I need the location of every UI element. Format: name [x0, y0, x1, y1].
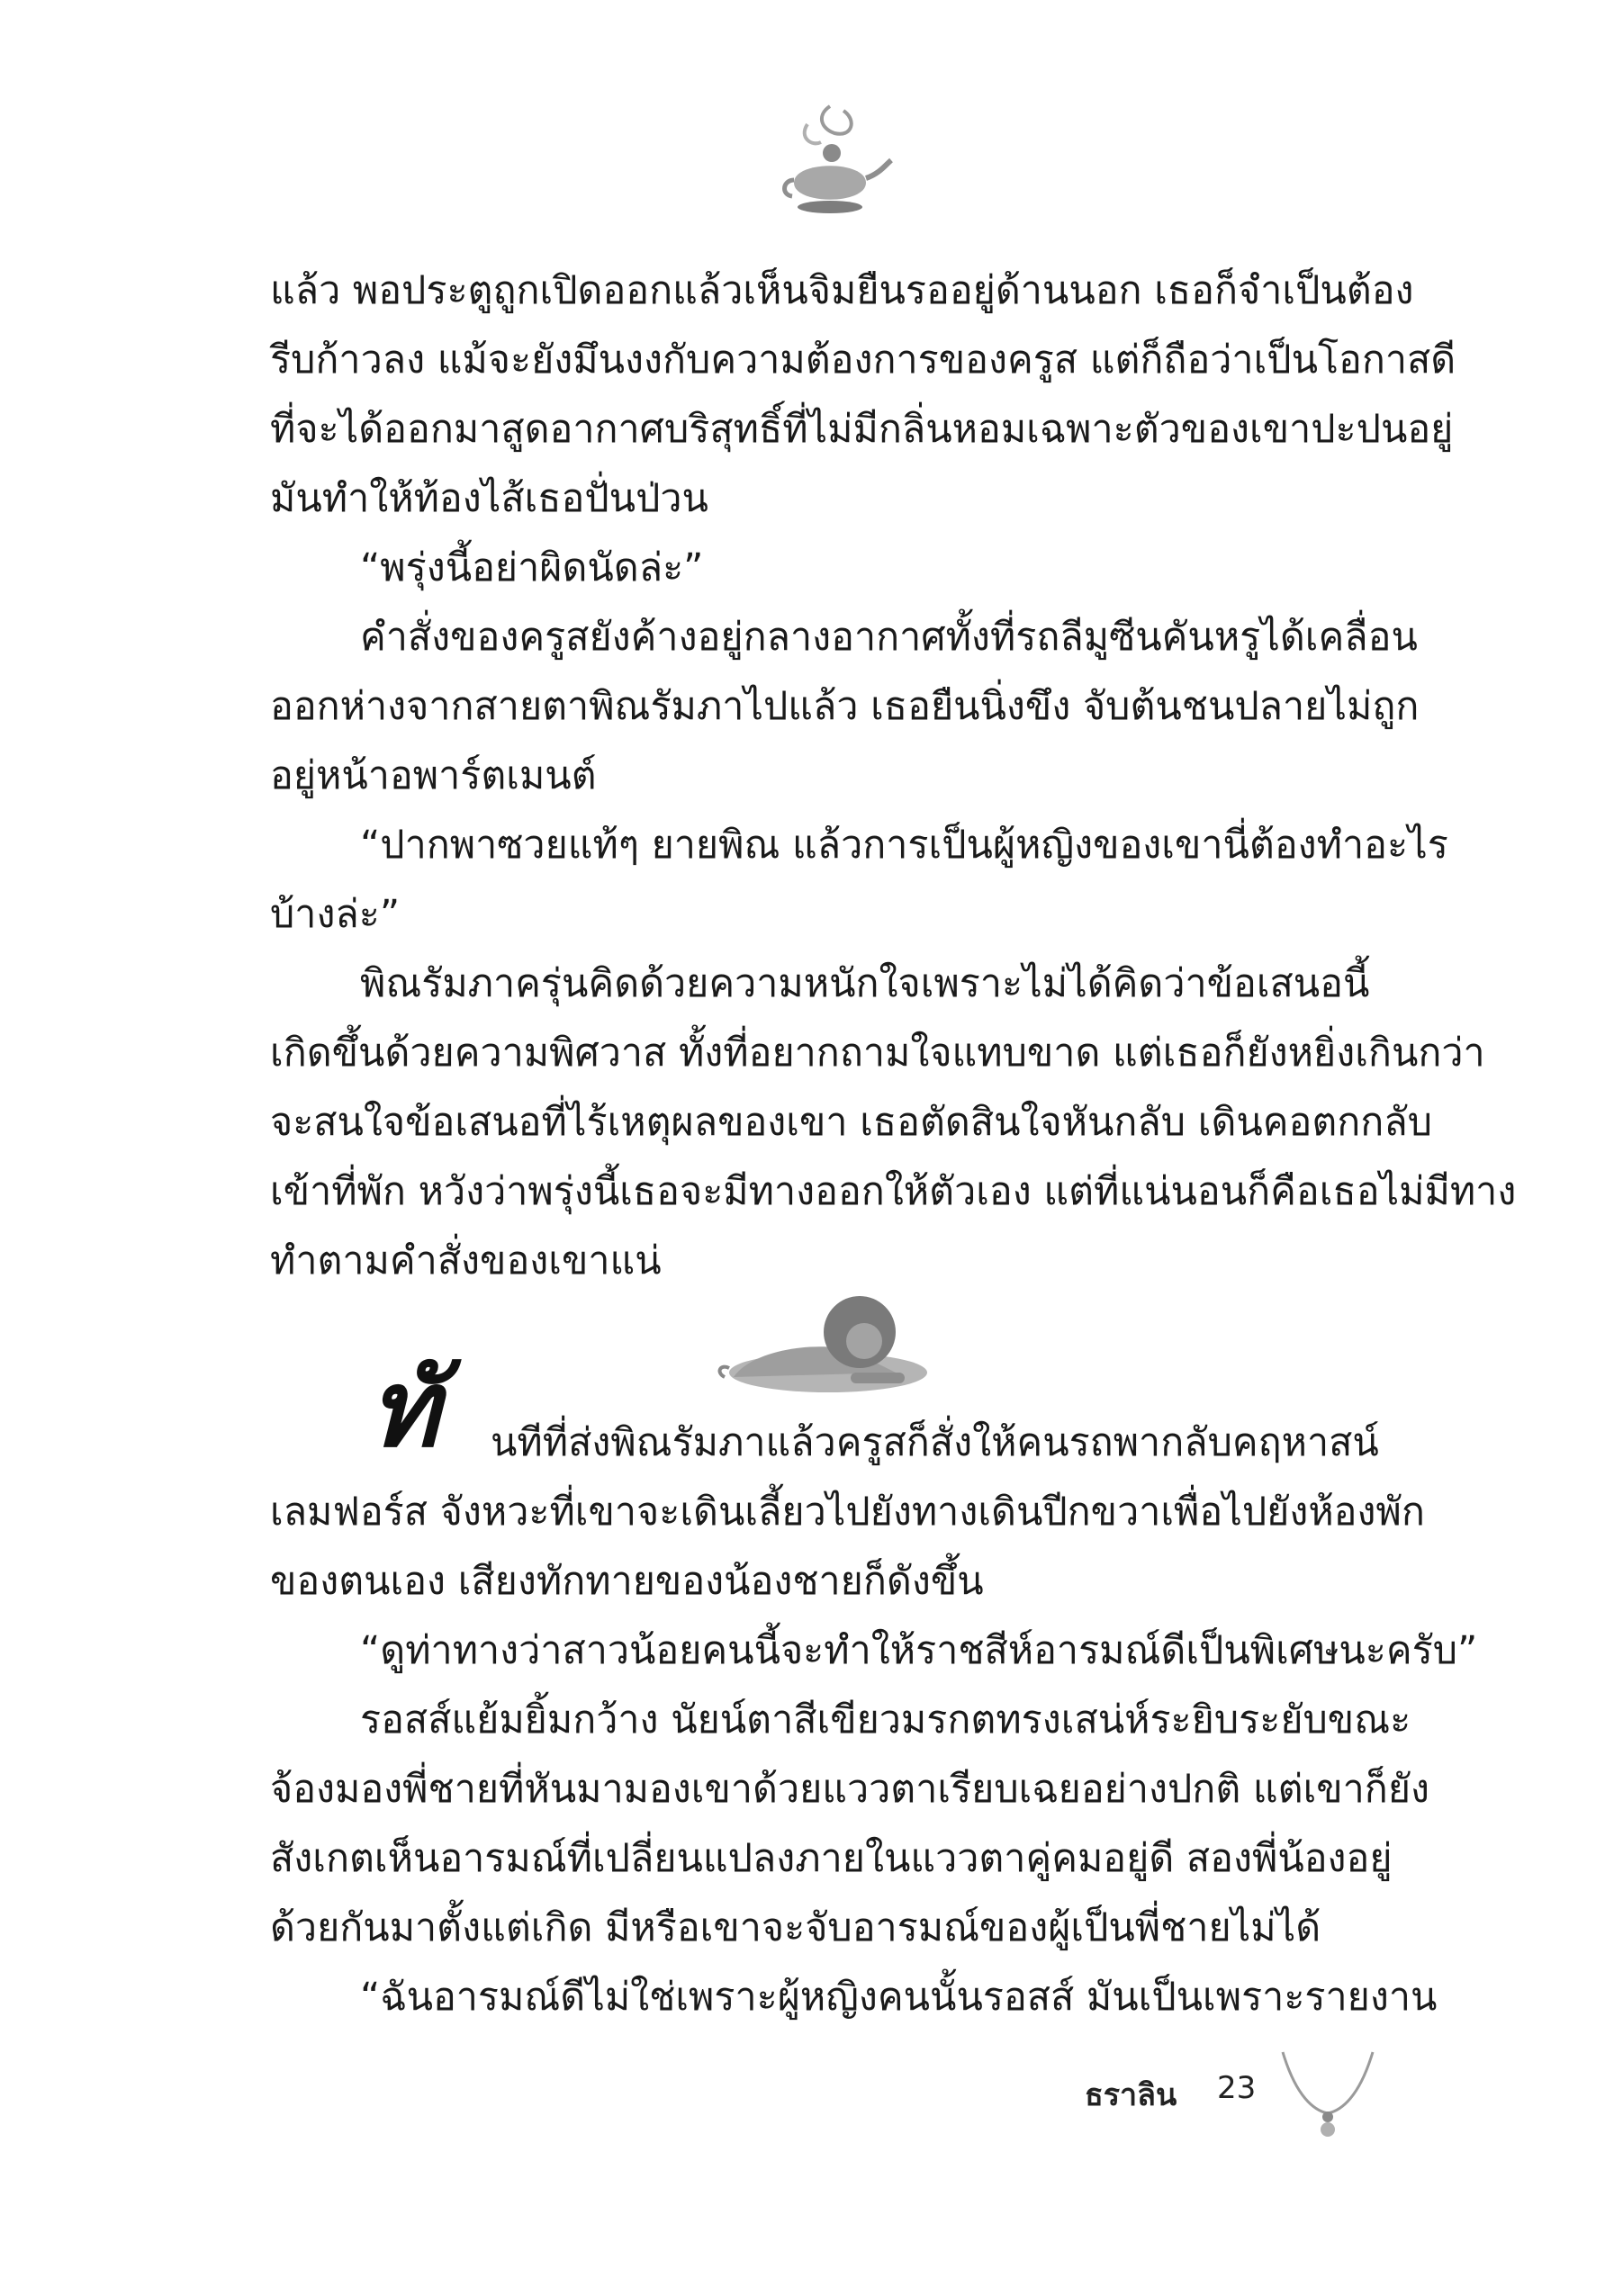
- text-line: ออกห่างจากสายตาพิณรัมภาไปแล้ว เธอยืนนิ่งขึง จับต้นชนปลายไม่ถูก: [270, 684, 1420, 729]
- text-line: “ดูท่าทางว่าสาวน้อยคนนี้จะทำให้ราชสีห์อารมณ์ดีเป็นพิเศษนะครับ”: [360, 1628, 1478, 1673]
- text-line: ของตนเอง เสียงทักทายของน้องชายก็ดังขึ้น: [270, 1559, 984, 1604]
- text-line: เกิดขึ้นด้วยความพิศวาส ทั้งที่อยากถามใจแทบขาด แต่เธอก็ยังหยิ่งเกินกว่า: [270, 1031, 1485, 1076]
- running-footer-title: ธราลิน: [1085, 2077, 1177, 2113]
- text-line: สังเกตเห็นอารมณ์ที่เปลี่ยนแปลงภายในแววตาคู่คมอยู่ดี สองพี่น้องอยู่: [270, 1836, 1393, 1881]
- text-line: พิณรัมภาครุ่นคิดด้วยความหนักใจเพราะไม่ได้คิดว่าข้อเสนอนี้: [360, 961, 1370, 1006]
- text-line: “ฉันอารมณ์ดีไม่ใช่เพราะผู้หญิงคนนั้นรอสส์ มันเป็นเพราะรายงาน: [360, 1975, 1438, 2020]
- text-line: “พรุ่งนี้อย่าผิดนัดล่ะ”: [360, 545, 704, 590]
- text-line: ทำตามคำสั่งของเขาแน่: [270, 1238, 662, 1283]
- text-line: “ปากพาซวยแท้ๆ ยายพิณ แล้วการเป็นผู้หญิงของเขานี่ต้องทำอะไร: [360, 823, 1448, 868]
- text-line: จ้องมองพี่ชายที่หันมามองเขาด้วยแววตาเรียบเฉยอย่างปกติ แต่เขาก็ยัง: [270, 1767, 1430, 1812]
- text-line: ด้วยกันมาตั้งแต่เกิด มีหรือเขาจะจับอารมณ์ของผู้เป็นพี่ชายไม่ได้: [270, 1905, 1321, 1950]
- page-number: 23: [1217, 2070, 1257, 2106]
- teapot-ornament-icon: [767, 97, 893, 232]
- necklace-ornament-icon: [1278, 2043, 1377, 2151]
- text-line: อยู่หน้าอพาร์ตเมนต์: [270, 753, 597, 798]
- text-line: รีบก้าวลง แม้จะยังมึนงงกับความต้องการของครูส แต่ก็ถือว่าเป็นโอกาสดี: [270, 338, 1456, 383]
- paragraph-block-1: [270, 257, 1517, 1296]
- text-line: ที่จะได้ออกมาสูดอากาศบริสุทธิ์ที่ไม่มีกลิ่นหอมเฉพาะตัวของเขาปะปนอยู่: [270, 407, 1454, 452]
- chapter-first-line: นทีที่ส่งพิณรัมภาแล้วครูสก็สั่งให้คนรถพากลับคฤหาสน์: [491, 1420, 1379, 1465]
- text-line: เลมฟอร์ส จังหวะที่เขาจะเดินเลี้ยวไปยังทางเดินปีกขวาเพื่อไปยังห้องพัก: [270, 1490, 1425, 1535]
- text-line: มันทำให้ท้องไส้เธอปั่นป่วน: [270, 476, 708, 521]
- lion-illustration: [716, 1287, 941, 1404]
- text-line: บ้างล่ะ”: [270, 892, 401, 937]
- text-line: เข้าที่พัก หวังว่าพรุ่งนี้เธอจะมีทางออกให้ตัวเอง แต่ที่แน่นอนก็คือเธอไม่มีทาง: [270, 1169, 1517, 1214]
- paragraph-block-2: [270, 1478, 1478, 2032]
- text-line: รอสส์แย้มยิ้มกว้าง นัยน์ตาสีเขียวมรกตทรงเสน่ห์ระยิบระยับขณะ: [360, 1697, 1411, 1742]
- text-line: แล้ว พอประตูถูกเปิดออกแล้วเห็นจิมยืนรออยู่ด้านนอก เธอก็จำเป็นต้อง: [270, 268, 1414, 313]
- chapter-dropcap: ทั: [369, 1346, 439, 1471]
- text-line: คำสั่งของครูสยังค้างอยู่กลางอากาศทั้งที่รถลีมูซีนคันหรูได้เคลื่อน: [360, 615, 1418, 660]
- text-line: จะสนใจข้อเสนอที่ไร้เหตุผลของเขา เธอตัดสินใจหันกลับ เดินคอตกกลับ: [270, 1100, 1432, 1145]
